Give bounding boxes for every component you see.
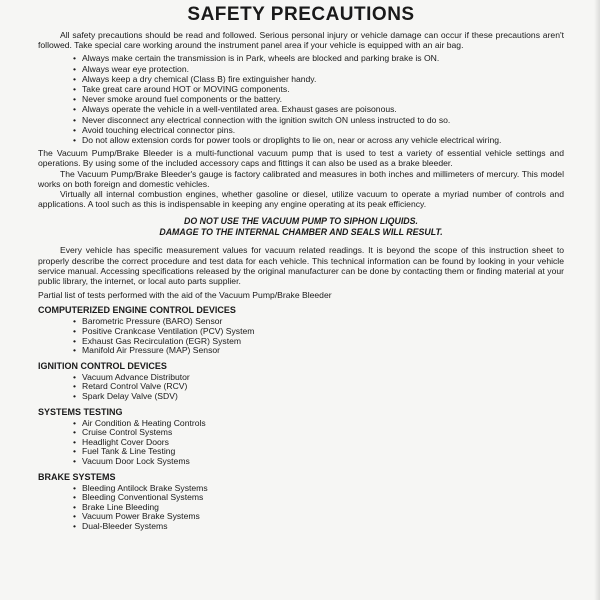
section-heading: COMPUTERIZED ENGINE CONTROL DEVICES [38, 305, 236, 316]
precaution-item: • Do not allow extension cords for power tools or droplights to lie on, near or across any vehicle electrical wiring. [82, 135, 564, 145]
list-item: • Retard Control Valve (RCV) [82, 382, 564, 392]
list-item: • Barometric Pressure (BARO) Sensor [82, 317, 564, 327]
section-heading: IGNITION CONTROL DEVICES [38, 360, 167, 371]
section-list [38, 419, 564, 467]
description-paragraph: The Vacuum Pump/Brake Bleeder is a multi-functional vacuum pump that is used to test a variety of essential vehicle settings and operations. By using some of the included accessory caps and fittings it can also be used as a brake bleeder. [38, 148, 564, 169]
list-item: • Spark Delay Valve (SDV) [82, 392, 564, 402]
description-paragraph: The Vacuum Pump/Brake Bleeder's gauge is factory calibrated and measures in both inches and millimeters of mercury. This model works on both foreign and domestic vehicles. [38, 168, 564, 189]
list-item: • Bleeding Conventional Systems [82, 493, 564, 503]
partial-list-intro: Partial list of tests performed with the aid of the Vacuum Pump/Brake Bleeder [38, 290, 332, 301]
list-item: • Headlight Cover Doors [82, 438, 564, 448]
precaution-item: • Always make certain the transmission is in Park, wheels are blocked and parking brake is ON. [82, 53, 564, 63]
precaution-item: • Always operate the vehicle in a well-ventilated area. Exhaust gases are poisonous. [82, 104, 564, 114]
section-list [38, 484, 564, 532]
section-list [38, 373, 564, 402]
section-heading: BRAKE SYSTEMS [38, 471, 116, 482]
precaution-item: • Always keep a dry chemical (Class B) fire extinguisher handy. [82, 74, 564, 84]
section-computerized-engine [38, 305, 564, 355]
list-item: • Air Condition & Heating Controls [82, 419, 564, 429]
precaution-item: • Never disconnect any electrical connection with the ignition switch ON unless instructed to do so. [82, 115, 564, 125]
list-item: • Dual-Bleeder Systems [82, 522, 564, 532]
section-systems-testing [38, 407, 564, 467]
measurement-paragraph: Every vehicle has specific measurement values for vacuum related readings. It is beyond the scope of this instruction sheet to properly describe the correct procedure and test data for each vehicle. This technical information can be found by looking in your vehicle service manual. Accessing specifications released by the original manufacturer can be done by contacting them or finding material at your public library, the internet, or local auto parts supplier. [38, 245, 564, 287]
intro-paragraph: All safety precautions should be read and followed. Serious personal injury or vehicle damage can occur if these precautions aren't followed. Take special care working around the instrument panel area if your vehicle is equipped with an air bag. [38, 30, 564, 51]
precaution-item: • Always wear eye protection. [82, 64, 564, 74]
section-heading: SYSTEMS TESTING [38, 406, 123, 417]
list-item: • Manifold Air Pressure (MAP) Sensor [82, 346, 564, 356]
list-item: • Brake Line Bleeding [82, 503, 564, 513]
list-item: • Bleeding Antilock Brake Systems [82, 484, 564, 494]
precautions-list [38, 53, 564, 145]
warning-line: DO NOT USE THE VACUUM PUMP TO SIPHON LIQUIDS. [184, 216, 418, 227]
list-item: • Exhaust Gas Recirculation (EGR) System [82, 337, 564, 347]
precaution-item: • Avoid touching electrical connector pins. [82, 125, 564, 135]
warning-notice [38, 216, 564, 237]
page-title: SAFETY PRECAUTIONS [187, 4, 415, 25]
section-ignition-control [38, 361, 564, 402]
list-item: • Vacuum Power Brake Systems [82, 512, 564, 522]
section-brake-systems [38, 472, 564, 532]
list-item: • Cruise Control Systems [82, 428, 564, 438]
warning-line: DAMAGE TO THE INTERNAL CHAMBER AND SEALS WILL RESULT. [159, 226, 443, 237]
list-item: • Vacuum Door Lock Systems [82, 457, 564, 467]
precaution-item: • Never smoke around fuel components or the battery. [82, 94, 564, 104]
precaution-item: • Take great care around HOT or MOVING components. [82, 84, 564, 94]
page-edge-shadow [594, 0, 600, 600]
list-item: • Fuel Tank & Line Testing [82, 447, 564, 457]
list-item: • Positive Crankcase Ventilation (PCV) System [82, 327, 564, 337]
list-item: • Vacuum Advance Distributor [82, 373, 564, 383]
description-paragraph: Virtually all internal combustion engines, whether gasoline or diesel, utilize vacuum to operate a myriad number of controls and applications. A tool such as this is indispensable in keeping any engine operating at its peak efficiency. [38, 189, 564, 210]
section-list [38, 317, 564, 355]
